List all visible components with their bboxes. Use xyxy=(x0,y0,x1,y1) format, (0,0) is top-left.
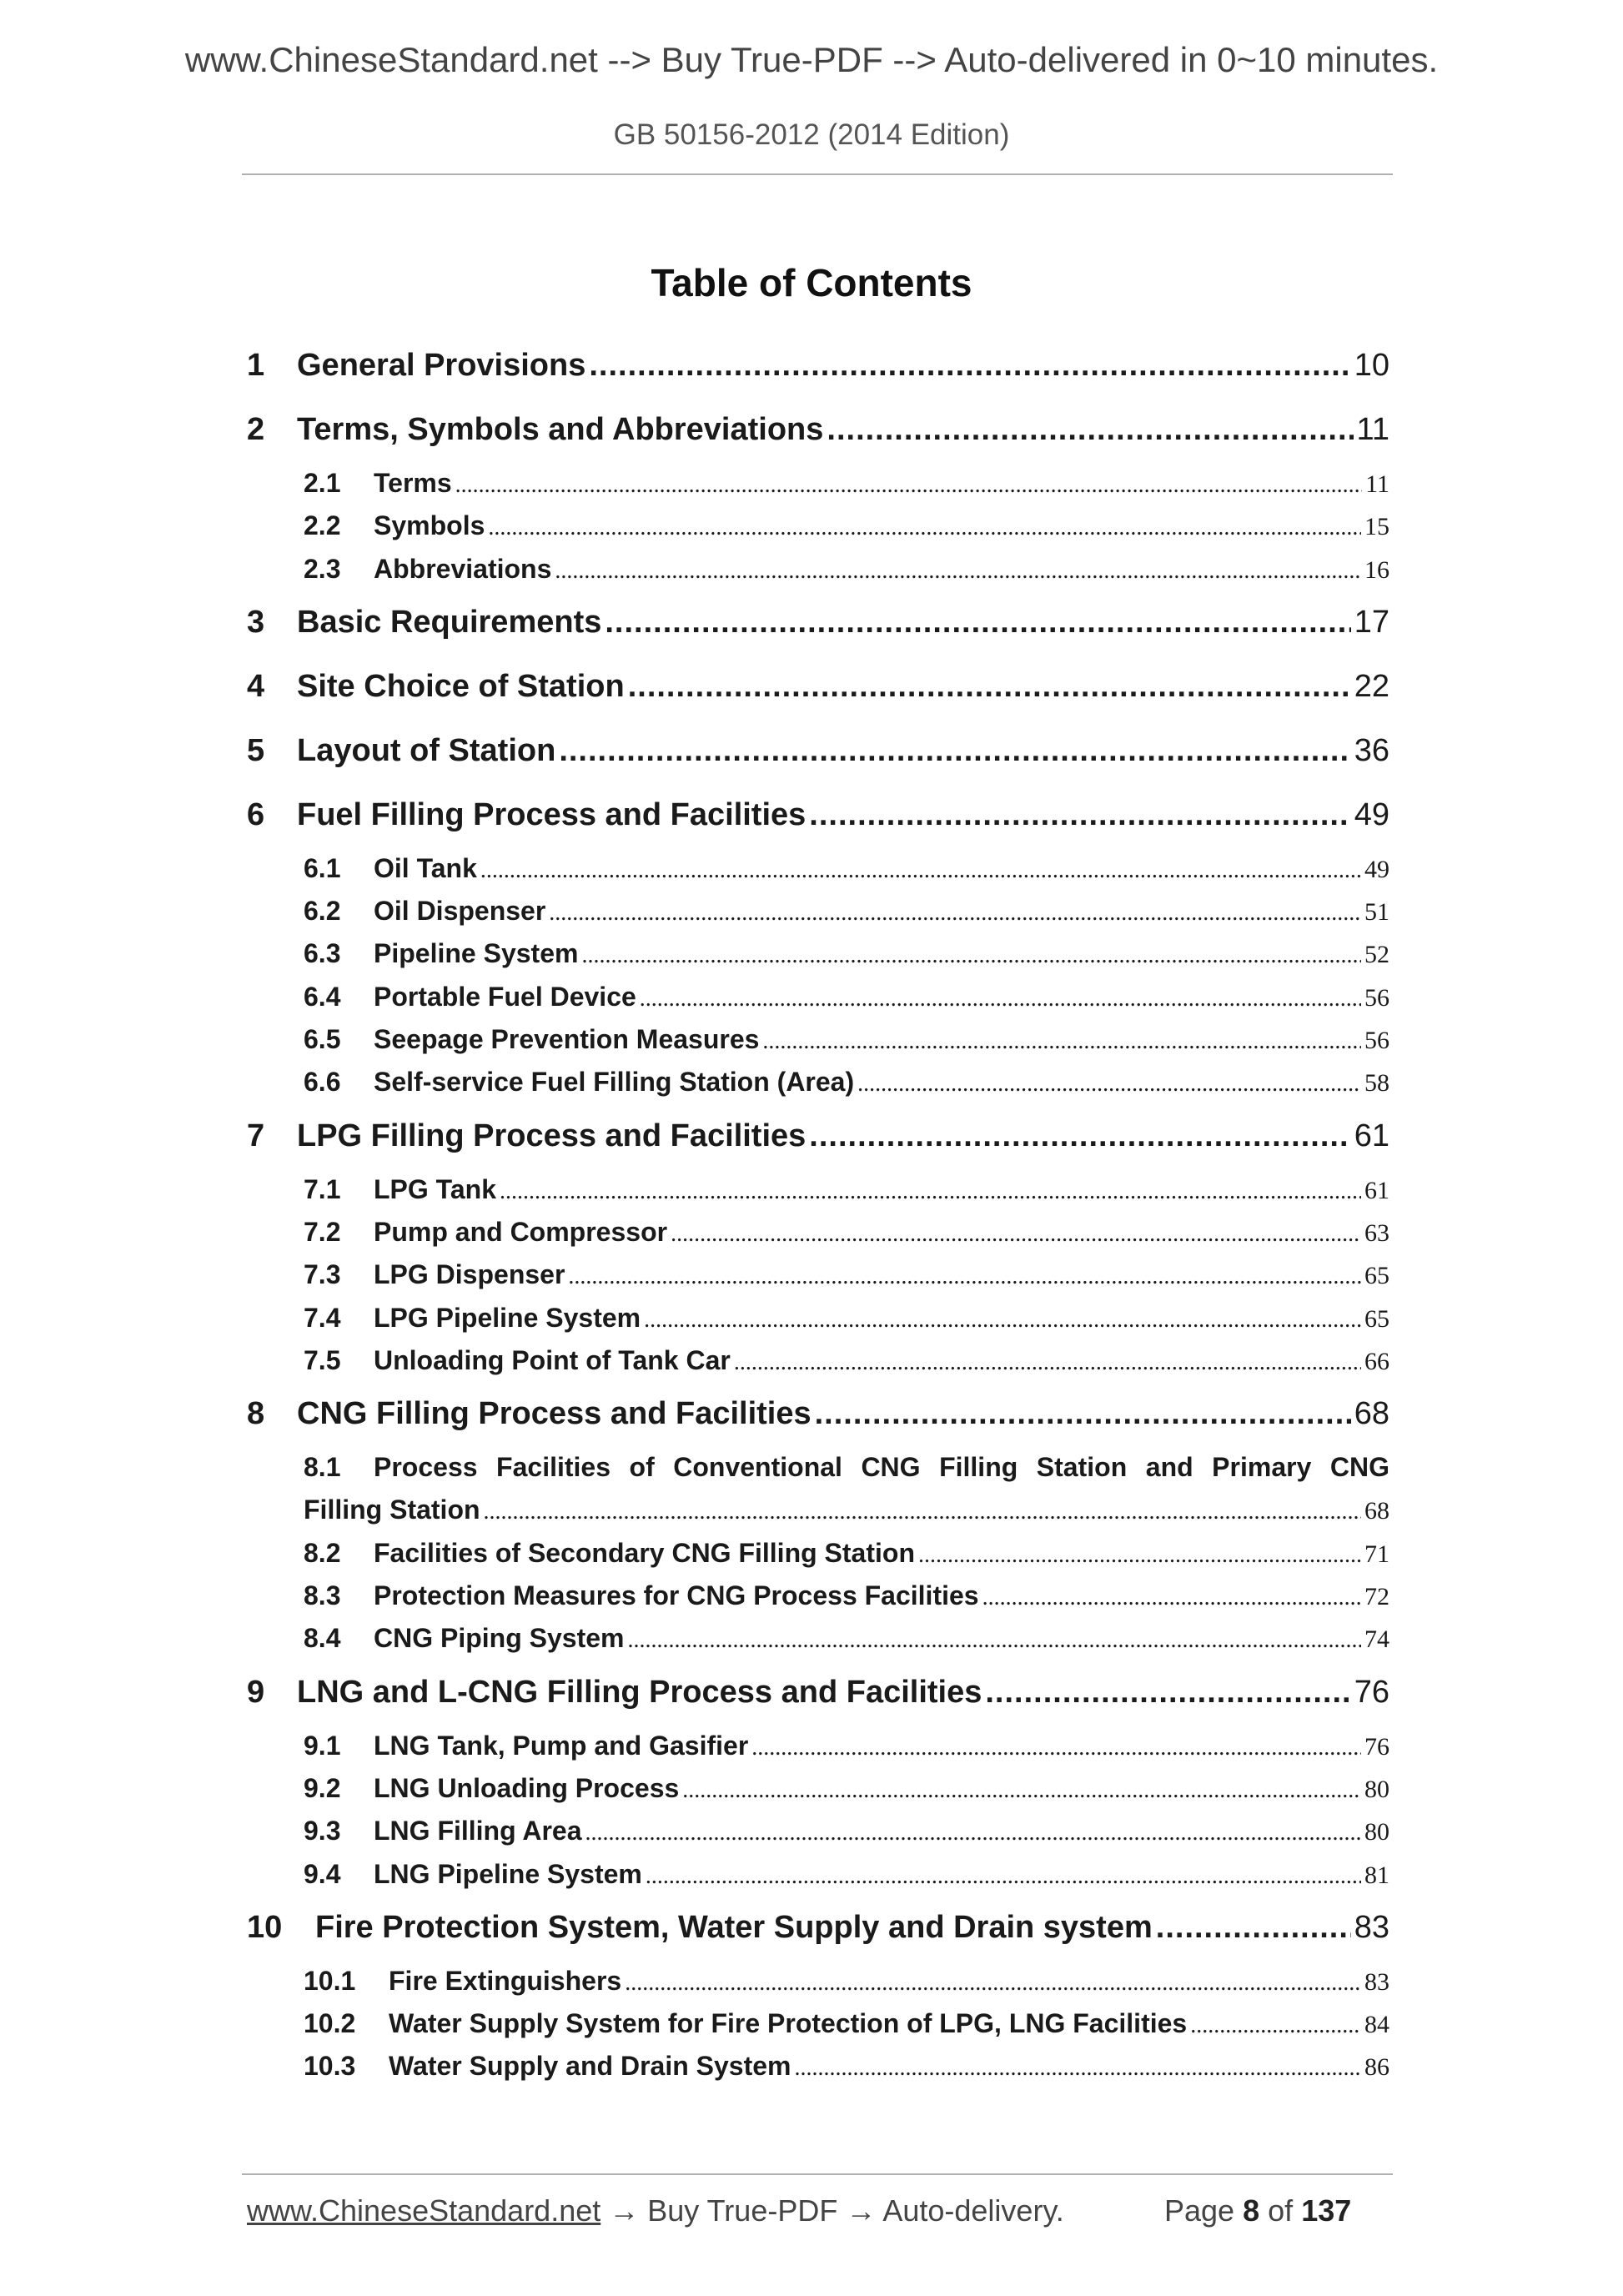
toc-list xyxy=(247,334,1389,2088)
toc-entry-label: LPG Dispenser xyxy=(374,1259,565,1290)
toc-entry-label: Self-service Fuel Filling Station (Area) xyxy=(374,1067,855,1098)
toc-entry[interactable] xyxy=(247,398,1389,462)
toc-leader-dots xyxy=(500,1168,1361,1213)
toc-leader-dots xyxy=(581,932,1361,977)
toc-entry-label: Pump and Compressor xyxy=(374,1216,668,1247)
toc-leader-dots xyxy=(480,847,1361,892)
toc-entry-label: Terms xyxy=(374,468,452,498)
toc-entry-number: 7 xyxy=(247,1118,265,1153)
document-code: GB 50156-2012 (2014 Edition) xyxy=(613,118,1010,151)
toc-subentry[interactable] xyxy=(247,1018,1389,1061)
toc-entry-number: 7.3 xyxy=(304,1259,341,1290)
page-label: Page xyxy=(1164,2193,1235,2228)
toc-subentry[interactable] xyxy=(247,2002,1389,2045)
toc-subentry[interactable] xyxy=(247,932,1389,975)
toc-entry-number: 9.1 xyxy=(304,1730,341,1761)
toc-leader-dots xyxy=(549,890,1361,934)
toc-entry-label: Pipeline System xyxy=(374,938,579,969)
toc-subentry[interactable] xyxy=(247,1168,1389,1211)
toc-leader-dots xyxy=(751,1725,1361,1769)
toc-leader-dots xyxy=(559,719,1350,783)
toc-entry-label: Fire Protection System, Water Supply and Drain system xyxy=(315,1909,1153,1945)
toc-subentry[interactable] xyxy=(247,890,1389,932)
toc-entry[interactable] xyxy=(247,1104,1389,1168)
toc-entry-page: 68 xyxy=(1354,1396,1389,1432)
toc-subentry[interactable] xyxy=(247,1061,1389,1103)
toc-entry-page: 49 xyxy=(1364,855,1389,883)
toc-leader-dots xyxy=(640,976,1361,1020)
footer-promo xyxy=(247,2193,1064,2228)
toc-leader-dots xyxy=(589,334,1350,398)
toc-entry-number: 10.2 xyxy=(304,2008,356,2039)
toc-leader-dots xyxy=(809,783,1350,847)
toc-entry-number: 9.2 xyxy=(304,1772,341,1803)
toc-subentry[interactable] xyxy=(247,548,1389,590)
toc-leader-dots xyxy=(682,1767,1361,1811)
toc-entry[interactable] xyxy=(247,655,1389,719)
toc-subentry[interactable] xyxy=(247,976,1389,1018)
toc-subentry[interactable] xyxy=(247,847,1389,890)
toc-entry-number: 7.5 xyxy=(304,1344,341,1375)
header-divider xyxy=(242,173,1393,175)
toc-leader-dots xyxy=(857,1061,1361,1105)
page-of: of xyxy=(1268,2193,1294,2228)
toc-entry-page: 68 xyxy=(1364,1497,1389,1525)
toc-entry-label-continued: Filling Station xyxy=(304,1495,480,1525)
toc-entry-page: 52 xyxy=(1364,941,1389,969)
toc-entry[interactable] xyxy=(247,1660,1389,1725)
toc-entry-number: 8.1 xyxy=(304,1452,341,1483)
footer-divider xyxy=(242,2173,1393,2175)
toc-leader-dots xyxy=(1190,2002,1361,2047)
toc-entry-number: 6.3 xyxy=(304,938,341,969)
toc-entry-page: 15 xyxy=(1364,513,1389,541)
toc-leader-dots xyxy=(488,505,1361,549)
toc-entry[interactable] xyxy=(247,719,1389,783)
toc-entry-page: 51 xyxy=(1364,898,1389,927)
toc-entry-page: 10 xyxy=(1354,348,1389,383)
toc-subentry[interactable] xyxy=(247,1810,1389,1852)
toc-entry-page: 61 xyxy=(1364,1176,1389,1204)
toc-entry-page: 65 xyxy=(1364,1304,1389,1333)
toc-entry-label: Fuel Filling Process and Facilities xyxy=(297,796,806,832)
toc-leader-dots xyxy=(625,1960,1361,2004)
toc-entry-label: Oil Tank xyxy=(374,852,477,883)
toc-entry-label: Layout of Station xyxy=(297,732,556,768)
toc-entry-page: 36 xyxy=(1354,732,1389,768)
toc-entry-label: Seepage Prevention Measures xyxy=(374,1024,760,1055)
toc-entry-label: Abbreviations xyxy=(374,553,552,584)
toc-subentry-continuation[interactable] xyxy=(247,1489,1389,1531)
toc-entry-page: 16 xyxy=(1364,555,1389,584)
toc-subentry[interactable] xyxy=(247,1339,1389,1382)
toc-entry-label: CNG Piping System xyxy=(374,1623,625,1654)
toc-entry-number: 10.3 xyxy=(304,2051,356,2082)
toc-entry-page: 86 xyxy=(1364,2053,1389,2082)
toc-leader-dots xyxy=(568,1254,1361,1298)
toc-entry-label: LPG Pipeline System xyxy=(374,1302,641,1333)
toc-title: Table of Contents xyxy=(651,261,972,304)
toc-entry-page: 11 xyxy=(1356,412,1389,447)
toc-entry-number: 6.6 xyxy=(304,1067,341,1098)
toc-leader-dots xyxy=(794,2045,1361,2089)
toc-entry-label: Portable Fuel Device xyxy=(374,981,636,1012)
toc-leader-dots xyxy=(628,655,1351,719)
toc-entry-page: 61 xyxy=(1354,1118,1389,1153)
toc-entry-number: 9.3 xyxy=(304,1816,341,1846)
toc-entry-label: General Provisions xyxy=(297,348,586,383)
toc-entry-page: 49 xyxy=(1354,796,1389,832)
toc-entry-label: Water Supply System for Fire Protection of LPG, LNG Facilities xyxy=(389,2008,1188,2039)
toc-leader-dots xyxy=(484,1489,1361,1533)
toc-entry-number: 6.4 xyxy=(304,981,341,1012)
toc-subentry[interactable] xyxy=(247,1211,1389,1254)
toc-entry-page: 74 xyxy=(1364,1625,1389,1654)
toc-entry-label: Terms, Symbols and Abbreviations xyxy=(297,412,824,447)
toc-entry-number: 7.2 xyxy=(304,1216,341,1247)
toc-entry-number: 10.1 xyxy=(304,1965,356,1996)
toc-entry[interactable] xyxy=(247,334,1389,398)
toc-subentry[interactable] xyxy=(247,1254,1389,1296)
toc-entry-number: 3 xyxy=(247,604,265,640)
toc-entry-number: 8.3 xyxy=(304,1580,341,1611)
toc-entry-label: Process Facilities of Conventional CNG Filling Station and Primary CNG xyxy=(374,1452,1389,1483)
toc-leader-dots xyxy=(1156,1896,1351,1960)
toc-subentry[interactable] xyxy=(247,462,1389,505)
toc-leader-dots xyxy=(646,1853,1361,1897)
toc-entry-page: 65 xyxy=(1364,1262,1389,1290)
toc-entry-number: 6.1 xyxy=(304,852,341,883)
toc-entry-page: 83 xyxy=(1364,1967,1389,1996)
toc-entry[interactable] xyxy=(247,1382,1389,1446)
toc-leader-dots xyxy=(585,1810,1362,1854)
toc-leader-dots xyxy=(628,1617,1362,1661)
toc-subentry[interactable] xyxy=(247,1853,1389,1896)
toc-entry-number: 2.3 xyxy=(304,553,341,584)
toc-subentry[interactable] xyxy=(247,505,1389,547)
toc-entry-label: LNG Tank, Pump and Gasifier xyxy=(374,1730,749,1761)
toc-entry-number: 6.5 xyxy=(304,1024,341,1055)
toc-leader-dots xyxy=(809,1104,1350,1168)
toc-entry-number: 2.2 xyxy=(304,510,341,541)
page-current: 8 xyxy=(1243,2193,1260,2228)
toc-leader-dots xyxy=(982,1575,1361,1619)
toc-subentry[interactable] xyxy=(247,1575,1389,1617)
toc-entry-label: Symbols xyxy=(374,510,485,541)
toc-entry-page: 84 xyxy=(1364,2011,1389,2039)
toc-entry-page: 83 xyxy=(1354,1909,1389,1945)
toc-entry-number: 5 xyxy=(247,732,265,768)
page-indicator xyxy=(1164,2193,1351,2228)
toc-entry-label: Facilities of Secondary CNG Filling Station xyxy=(374,1537,915,1568)
toc-entry-number: 9 xyxy=(247,1674,265,1710)
toc-leader-dots xyxy=(605,590,1350,655)
toc-entry-number: 8 xyxy=(247,1396,265,1432)
toc-leader-dots xyxy=(815,1382,1351,1446)
top-banner: www.ChineseStandard.net --> Buy True-PDF --> Auto-delivered in 0~10 minutes. xyxy=(184,40,1439,79)
toc-subentry[interactable] xyxy=(247,1767,1389,1810)
toc-entry-page: 66 xyxy=(1364,1347,1389,1375)
toc-entry-page: 80 xyxy=(1364,1818,1389,1846)
toc-entry-label: Site Choice of Station xyxy=(297,668,625,704)
toc-entry-page: 22 xyxy=(1354,668,1389,704)
toc-entry-label: Unloading Point of Tank Car xyxy=(374,1344,731,1375)
toc-entry-number: 1 xyxy=(247,348,265,383)
toc-entry-number: 7.1 xyxy=(304,1173,341,1204)
toc-entry-page: 58 xyxy=(1364,1069,1389,1098)
toc-entry-page: 56 xyxy=(1364,1027,1389,1055)
toc-entry-label: LPG Tank xyxy=(374,1173,496,1204)
footer-website-link[interactable]: www.ChineseStandard.net xyxy=(247,2193,601,2228)
toc-entry-label: Basic Requirements xyxy=(297,604,602,640)
toc-subentry[interactable] xyxy=(247,1532,1389,1575)
toc-entry[interactable] xyxy=(247,783,1389,847)
toc-leader-dots xyxy=(455,462,1362,506)
toc-subentry[interactable] xyxy=(247,1297,1389,1339)
toc-entry-page: 56 xyxy=(1364,983,1389,1012)
toc-entry-label: LPG Filling Process and Facilities xyxy=(297,1118,806,1153)
toc-entry-page: 81 xyxy=(1364,1861,1389,1889)
toc-entry-number: 8.4 xyxy=(304,1623,341,1654)
toc-entry-label: LNG Filling Area xyxy=(374,1816,582,1846)
toc-leader-dots xyxy=(985,1660,1350,1725)
toc-leader-dots xyxy=(762,1018,1361,1063)
toc-entry-label: Protection Measures for CNG Process Facilities xyxy=(374,1580,979,1611)
toc-entry-number: 8.2 xyxy=(304,1537,341,1568)
toc-entry-label: LNG Unloading Process xyxy=(374,1772,680,1803)
toc-entry-label: LNG Pipeline System xyxy=(374,1858,642,1889)
toc-entry-page: 71 xyxy=(1364,1540,1389,1568)
toc-entry-page: 17 xyxy=(1354,604,1389,640)
toc-entry-number: 10 xyxy=(247,1909,283,1945)
toc-leader-dots xyxy=(827,398,1353,462)
toc-subentry[interactable] xyxy=(247,1617,1389,1660)
toc-entry[interactable] xyxy=(247,590,1389,655)
toc-entry-page: 72 xyxy=(1364,1583,1389,1611)
toc-entry-label: Oil Dispenser xyxy=(374,896,546,927)
toc-entry[interactable] xyxy=(247,1896,1389,1960)
toc-entry-number: 2.1 xyxy=(304,468,341,498)
toc-entry-label: Water Supply and Drain System xyxy=(389,2051,791,2082)
toc-entry-number: 4 xyxy=(247,668,265,704)
toc-entry-label: Fire Extinguishers xyxy=(389,1965,622,1996)
toc-leader-dots xyxy=(918,1532,1361,1576)
toc-entry-page: 63 xyxy=(1364,1218,1389,1247)
toc-entry-page: 76 xyxy=(1354,1674,1389,1710)
toc-entry-number: 9.4 xyxy=(304,1858,341,1889)
toc-entry-page: 76 xyxy=(1364,1732,1389,1761)
footer-promo-text: → Buy True-PDF → Auto-delivery. xyxy=(609,2193,1064,2228)
toc-entry-page: 80 xyxy=(1364,1775,1389,1803)
toc-leader-dots xyxy=(644,1297,1361,1341)
toc-entry-page: 11 xyxy=(1365,470,1389,498)
toc-subentry[interactable] xyxy=(247,2045,1389,2088)
toc-entry-label: CNG Filling Process and Facilities xyxy=(297,1396,812,1432)
toc-subentry[interactable] xyxy=(247,1725,1389,1767)
toc-entry-number: 2 xyxy=(247,412,265,447)
toc-entry-number: 7.4 xyxy=(304,1302,341,1333)
toc-leader-dots xyxy=(734,1339,1361,1384)
toc-leader-dots xyxy=(555,548,1361,592)
toc-leader-dots xyxy=(671,1211,1361,1255)
toc-subentry[interactable] xyxy=(247,1960,1389,2002)
toc-subentry[interactable] xyxy=(247,1446,1389,1489)
toc-entry-label: LNG and L-CNG Filling Process and Facilities xyxy=(297,1674,982,1710)
page-total: 137 xyxy=(1301,2193,1352,2228)
toc-entry-number: 6 xyxy=(247,796,265,832)
toc-entry-number: 6.2 xyxy=(304,896,341,927)
